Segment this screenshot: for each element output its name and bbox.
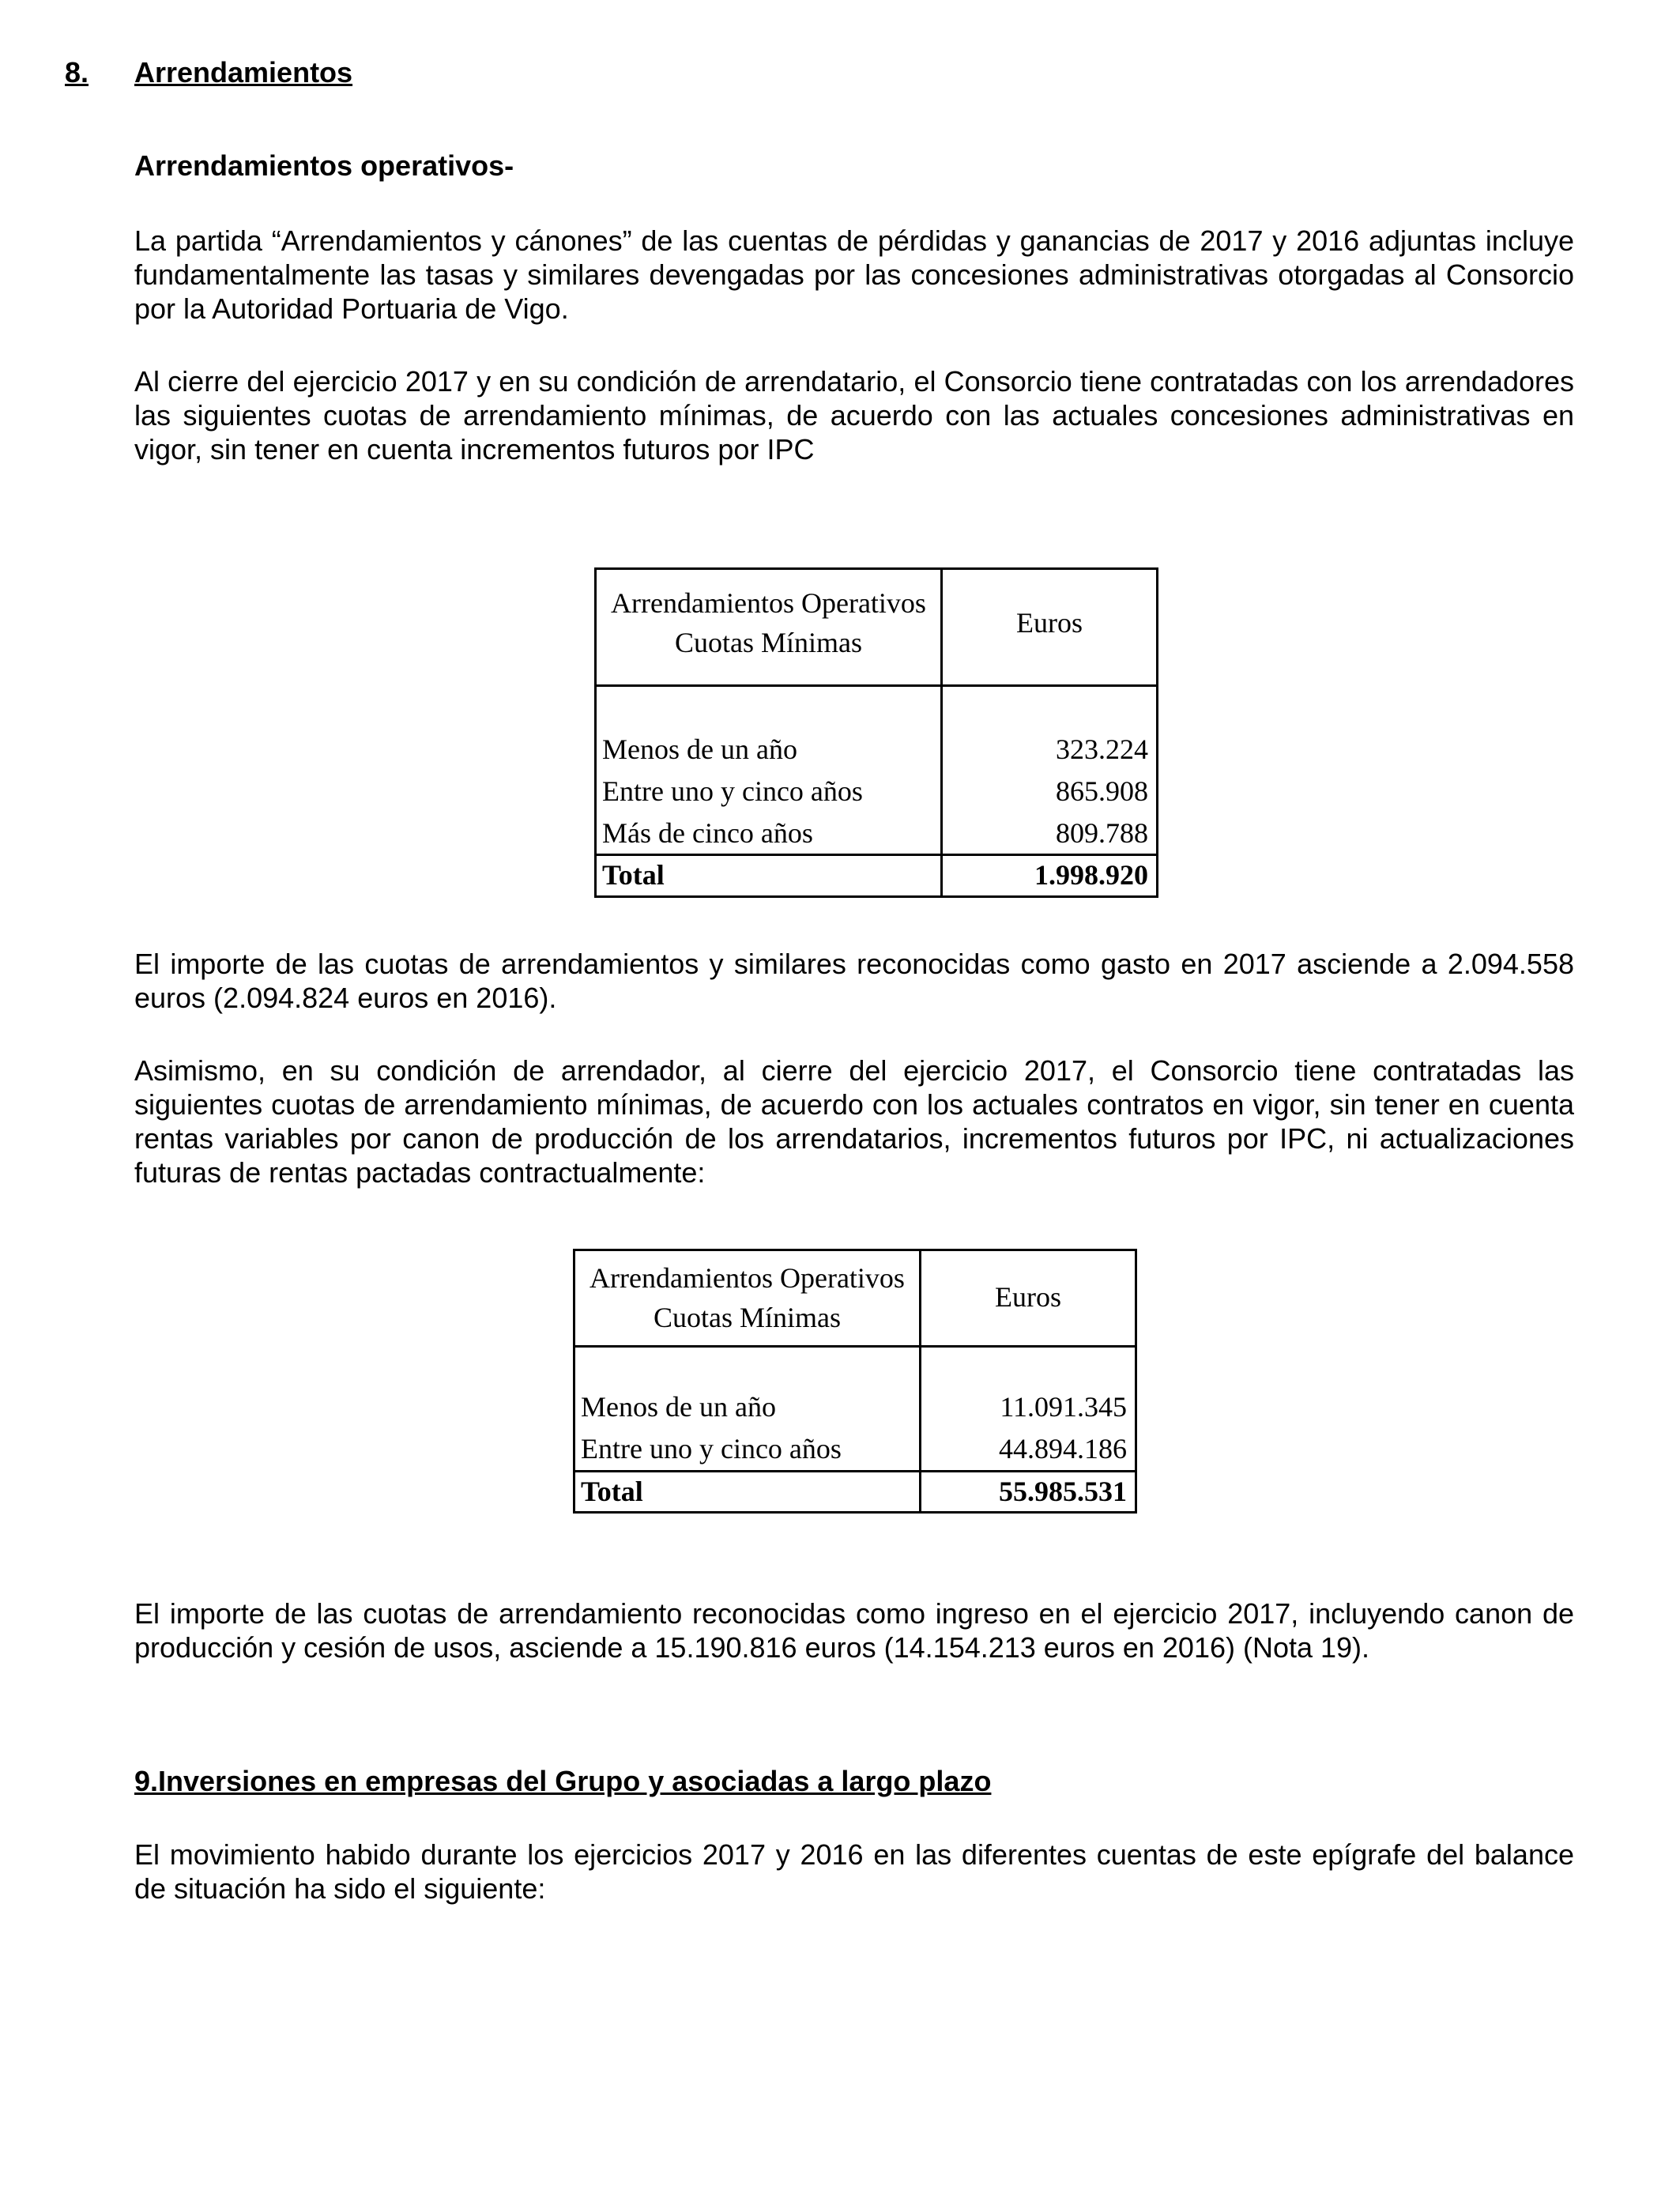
section-9-paragraph-1: El movimiento habido durante los ejercicios 2017 y 2016 en las diferentes cuentas de este epígrafe del balance de situación ha sido el siguiente: (134, 1838, 1574, 1905)
header-line-2: Cuotas Mínimas (674, 627, 862, 658)
table-total-label: Total (581, 1476, 643, 1507)
lease-table-lessee (594, 567, 1158, 898)
table-row-label: Menos de un año (602, 733, 797, 765)
table-header-value: Euros (1016, 607, 1083, 639)
header-line-2: Cuotas Mínimas (653, 1302, 841, 1333)
table-row-value: 809.788 (1056, 817, 1148, 849)
section-9-title: 9.Inversiones en empresas del Grupo y asociadas a largo plazo (134, 1765, 992, 1797)
section-8-number: 8. (65, 56, 89, 89)
table-row-value: 323.224 (1056, 733, 1148, 765)
table-row-value: 44.894.186 (999, 1433, 1127, 1465)
paragraph-5: El importe de las cuotas de arrendamiento reconocidas como ingreso en el ejercicio 2017, incluyendo canon de producción y cesión de usos, asciende a 15.190.816 euros (14.154.213 euros en 2016) (Nota 19). (134, 1597, 1574, 1664)
table-total-label: Total (602, 859, 665, 891)
table-row-value: 865.908 (1056, 775, 1148, 807)
header-line-1: Arrendamientos Operativos (611, 587, 926, 619)
header-divider (573, 1345, 1137, 1348)
header-line-1: Arrendamientos Operativos (590, 1262, 905, 1294)
subsection-title: Arrendamientos operativos- (134, 149, 514, 182)
table-header-label (597, 583, 940, 662)
section-8-title: Arrendamientos (134, 56, 353, 89)
table-row-label: Entre uno y cinco años (602, 775, 863, 807)
paragraph-4: Asimismo, en su condición de arrendador, al cierre del ejercicio 2017, el Consorcio tiene contratadas las siguientes cuotas de arrendamiento mínimas, de acuerdo con los actuales contratos en vigor, sin tener en cuenta rentas variables por canon de producción de los arrendatarios, incrementos futuros por IPC, ni actualizaciones futuras de rentas pactadas contractualmente: (134, 1054, 1574, 1189)
table-header-label (575, 1258, 919, 1337)
header-divider (594, 684, 1158, 687)
paragraph-2: Al cierre del ejercicio 2017 y en su condición de arrendatario, el Consorcio tiene contratadas con los arrendadores las siguientes cuotas de arrendamiento mínimas, de acuerdo con las actuales concesiones administrativas en vigor, sin tener en cuenta incrementos futuros por IPC (134, 365, 1574, 466)
table-row-label: Más de cinco años (602, 817, 813, 849)
table-row-label: Menos de un año (581, 1391, 776, 1423)
table-header-value: Euros (995, 1281, 1061, 1313)
paragraph-3: El importe de las cuotas de arrendamientos y similares reconocidas como gasto en 2017 asciende a 2.094.558 euros (2.094.824 euros en 2016). (134, 948, 1574, 1014)
table-total-value: 1.998.920 (1034, 859, 1148, 891)
lease-table-lessor (573, 1249, 1137, 1514)
table-row-value: 11.091.345 (1000, 1391, 1127, 1423)
table-row-label: Entre uno y cinco años (581, 1433, 842, 1465)
table-total-value: 55.985.531 (999, 1476, 1127, 1507)
paragraph-1: La partida “Arrendamientos y cánones” de las cuentas de pérdidas y ganancias de 2017 y 2016 adjuntas incluye fundamentalmente las tasas y similares devengadas por las concesiones administrativas otorgadas al Consorcio por la Autoridad Portuaria de Vigo. (134, 224, 1574, 325)
